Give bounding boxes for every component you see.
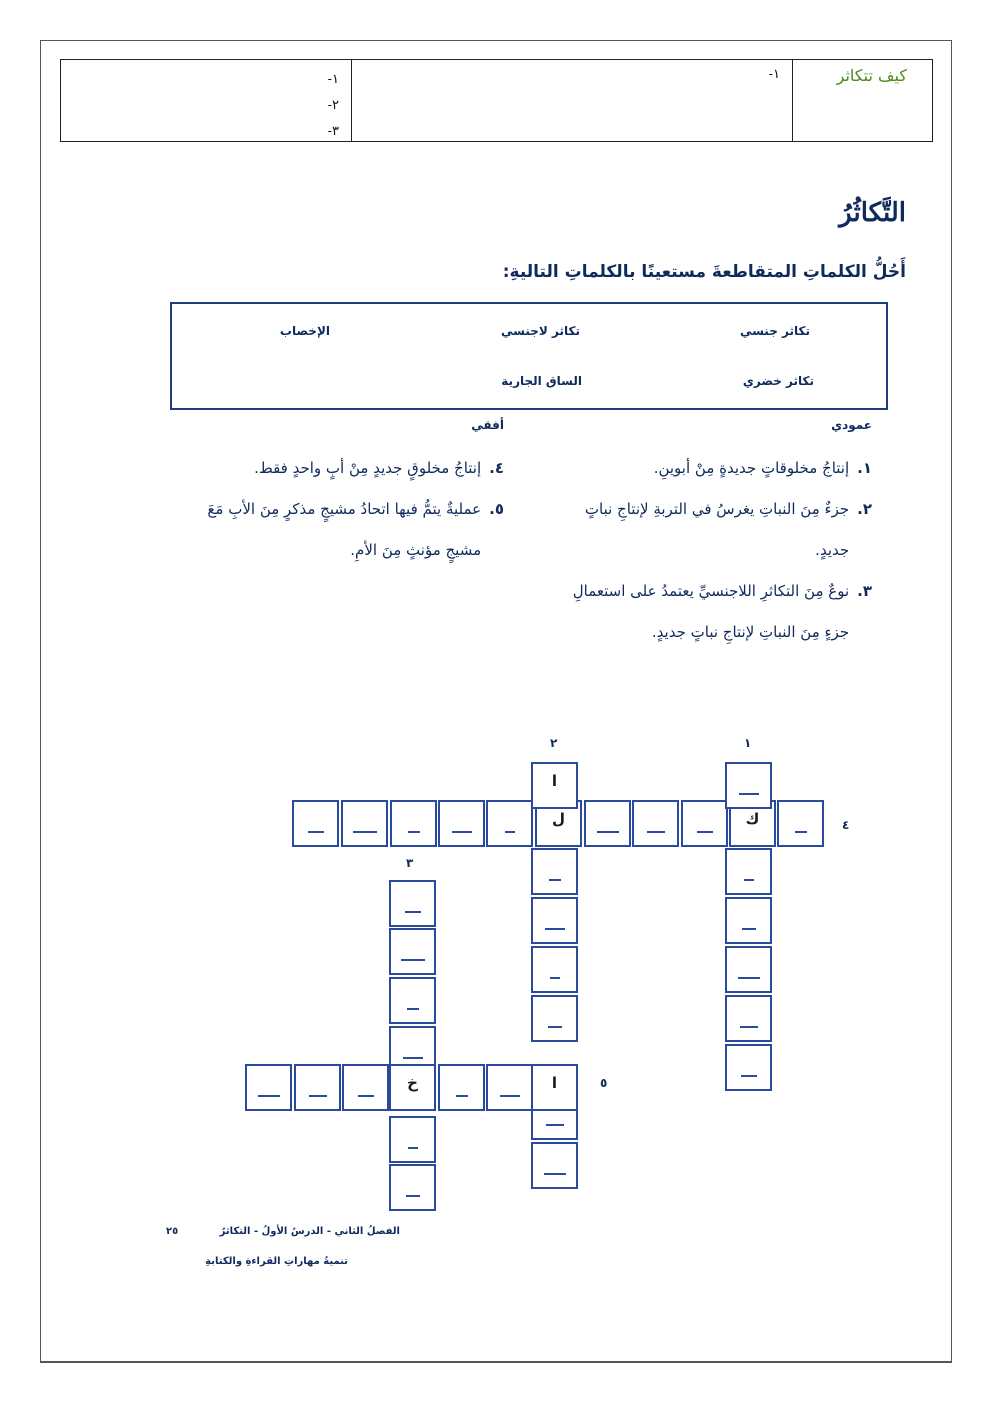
crossword-cell[interactable] — [725, 995, 772, 1042]
header-title: كيف تتكاثر — [836, 66, 907, 85]
crossword-cell[interactable] — [681, 800, 728, 847]
letter-guide-dash — [405, 911, 421, 913]
word-bank-item: الساق الجارية — [501, 374, 582, 388]
clue-item — [562, 448, 872, 489]
header-left-item: ١- — [327, 71, 339, 86]
letter-guide-dash — [403, 1057, 423, 1059]
crossword-cell[interactable] — [725, 848, 772, 895]
instruction: أَحُلُّ الكلماتِ المتقاطعةَ مستعينًا بالكلماتِ التاليةِ: — [502, 262, 906, 282]
crossword-cell[interactable] — [725, 897, 772, 944]
given-letter: ا — [551, 1074, 558, 1092]
crossword-cell[interactable] — [725, 762, 772, 809]
given-letter: خ — [407, 1074, 418, 1092]
clue-number: ١. — [857, 459, 872, 477]
word-bank-item: تكاثر خضري — [742, 374, 814, 388]
header-title-cell — [792, 60, 933, 141]
footer-line-1: الفصلُ الثاني - الدرسُ الأولُ - التكاثرُ — [219, 1226, 400, 1237]
crossword-cell[interactable] — [342, 1064, 389, 1111]
clue-number: ٥. — [489, 500, 504, 518]
clue-text: إنتاجُ مخلوقاتٍ جديدةٍ مِنْ أبوينِ. — [653, 459, 850, 477]
letter-guide-dash — [697, 831, 713, 833]
crossword-cell[interactable] — [341, 800, 388, 847]
crossword-cell[interactable] — [486, 800, 533, 847]
crossword-cell[interactable] — [438, 1064, 485, 1111]
letter-guide-dash — [741, 1075, 757, 1077]
clue-text: إنتاجُ مخلوقٍ جديدٍ مِنْ أبٍ واحدٍ فقط. — [254, 459, 482, 477]
letter-guide-dash — [406, 1195, 420, 1197]
grid-number-4: ٤ — [842, 818, 850, 832]
page-title: التَّكاثُرُ — [839, 198, 906, 228]
letter-guide-dash — [308, 831, 324, 833]
letter-guide-dash — [647, 831, 665, 833]
letter-guide-dash — [309, 1095, 327, 1097]
word-bank-item: الإخصاب — [279, 324, 330, 338]
clue-item — [184, 489, 504, 571]
grid-number-3: ٣ — [406, 856, 414, 870]
given-letter: ل — [551, 810, 565, 828]
letter-guide-dash — [401, 959, 425, 961]
letter-guide-dash — [549, 879, 561, 881]
crossword-cell[interactable] — [725, 1044, 772, 1091]
header-middle-cell — [351, 60, 792, 141]
footer-line-2: تنميةُ مهاراتِ القراءةِ والكتابةِ — [205, 1256, 348, 1267]
crossword-cell[interactable] — [389, 928, 436, 975]
clue-item — [562, 489, 872, 571]
letter-guide-dash — [597, 831, 619, 833]
letter-guide-dash — [545, 928, 565, 930]
header-left-item: ٢- — [327, 97, 339, 112]
clue-number: ٤. — [489, 459, 504, 477]
clue-number: ٢. — [857, 500, 872, 518]
crossword-cell[interactable] — [531, 897, 578, 944]
crossword-cell[interactable] — [531, 946, 578, 993]
horizontal-clues — [184, 448, 504, 571]
grid-number-1: ١ — [744, 736, 752, 750]
letter-guide-dash — [544, 1173, 566, 1175]
crossword-cell[interactable] — [531, 848, 578, 895]
vertical-header: عمودي — [831, 418, 872, 432]
clue-text: جزءٌ مِنَ النباتِ يغرسُ في التربةِ لإنتاجِ نباتٍ جديدٍ. — [584, 500, 850, 559]
crossword-cell[interactable] — [389, 880, 436, 927]
grid-number-2: ٢ — [550, 736, 558, 750]
header-left-item: ٣- — [327, 123, 339, 138]
letter-guide-dash — [456, 1095, 468, 1097]
header-table — [60, 59, 933, 142]
letter-guide-dash — [500, 1095, 520, 1097]
crossword-cell[interactable] — [531, 1142, 578, 1189]
crossword-cell[interactable] — [777, 800, 824, 847]
letter-guide-dash — [740, 1026, 758, 1028]
vertical-clues — [562, 448, 872, 653]
crossword-cell[interactable] — [245, 1064, 292, 1111]
crossword-cell[interactable] — [389, 977, 436, 1024]
clue-item — [562, 571, 872, 653]
letter-guide-dash — [744, 879, 754, 881]
letter-guide-dash — [408, 1147, 418, 1149]
header-left-cell — [61, 60, 351, 141]
letter-guide-dash — [452, 831, 472, 833]
footer-page-number: ٢٥ — [166, 1226, 179, 1237]
horizontal-header: أفقي — [471, 418, 504, 432]
grid-number-5: ٥ — [600, 1076, 608, 1090]
crossword-cell[interactable] — [389, 1164, 436, 1211]
crossword-cell[interactable] — [390, 800, 437, 847]
clue-item — [184, 448, 504, 489]
crossword-cell[interactable] — [486, 1064, 533, 1111]
crossword-cell[interactable] — [531, 995, 578, 1042]
letter-guide-dash — [742, 928, 756, 930]
header-middle-item: ١- — [768, 66, 780, 81]
crossword-cell[interactable] — [438, 800, 485, 847]
letter-guide-dash — [795, 831, 807, 833]
letter-guide-dash — [546, 1124, 564, 1126]
letter-guide-dash — [408, 831, 420, 833]
word-bank — [170, 302, 888, 410]
letter-guide-dash — [738, 977, 760, 979]
crossword-cell[interactable] — [584, 800, 631, 847]
crossword-cell[interactable] — [292, 800, 339, 847]
letter-guide-dash — [550, 977, 560, 979]
crossword-cell[interactable] — [389, 1116, 436, 1163]
crossword-cell[interactable] — [389, 1064, 436, 1111]
letter-guide-dash — [505, 831, 515, 833]
crossword-cell[interactable] — [725, 946, 772, 993]
crossword-cell[interactable] — [531, 1064, 578, 1111]
clue-number: ٣. — [857, 582, 872, 600]
page-frame — [40, 40, 952, 1363]
letter-guide-dash — [407, 1008, 419, 1010]
clue-text: عمليةٌ يتمُّ فيها اتحادُ مشيجٍ مذكرٍ مِنَ الأبِ مَعَ مشيجٍ مؤنثٍ مِنَ الأمِ. — [207, 500, 482, 559]
crossword-cell[interactable] — [632, 800, 679, 847]
letter-guide-dash — [358, 1095, 374, 1097]
given-letter: ا — [551, 772, 558, 790]
given-letter: ك — [745, 810, 760, 828]
letter-guide-dash — [548, 1026, 562, 1028]
letter-guide-dash — [739, 793, 759, 795]
clue-text: نوعٌ مِنَ التكاثرِ اللاجنسيِّ يعتمدُ على استعمالِ جزءٍ مِنَ النباتِ لإنتاجِ نباتٍ جديدٍ. — [572, 582, 850, 641]
crossword-cell[interactable] — [294, 1064, 341, 1111]
crossword-cell[interactable] — [531, 762, 578, 809]
word-bank-item: تكاثر جنسي — [739, 324, 810, 338]
letter-guide-dash — [258, 1095, 280, 1097]
letter-guide-dash — [353, 831, 377, 833]
word-bank-item: تكاثر لاجنسي — [501, 324, 580, 338]
